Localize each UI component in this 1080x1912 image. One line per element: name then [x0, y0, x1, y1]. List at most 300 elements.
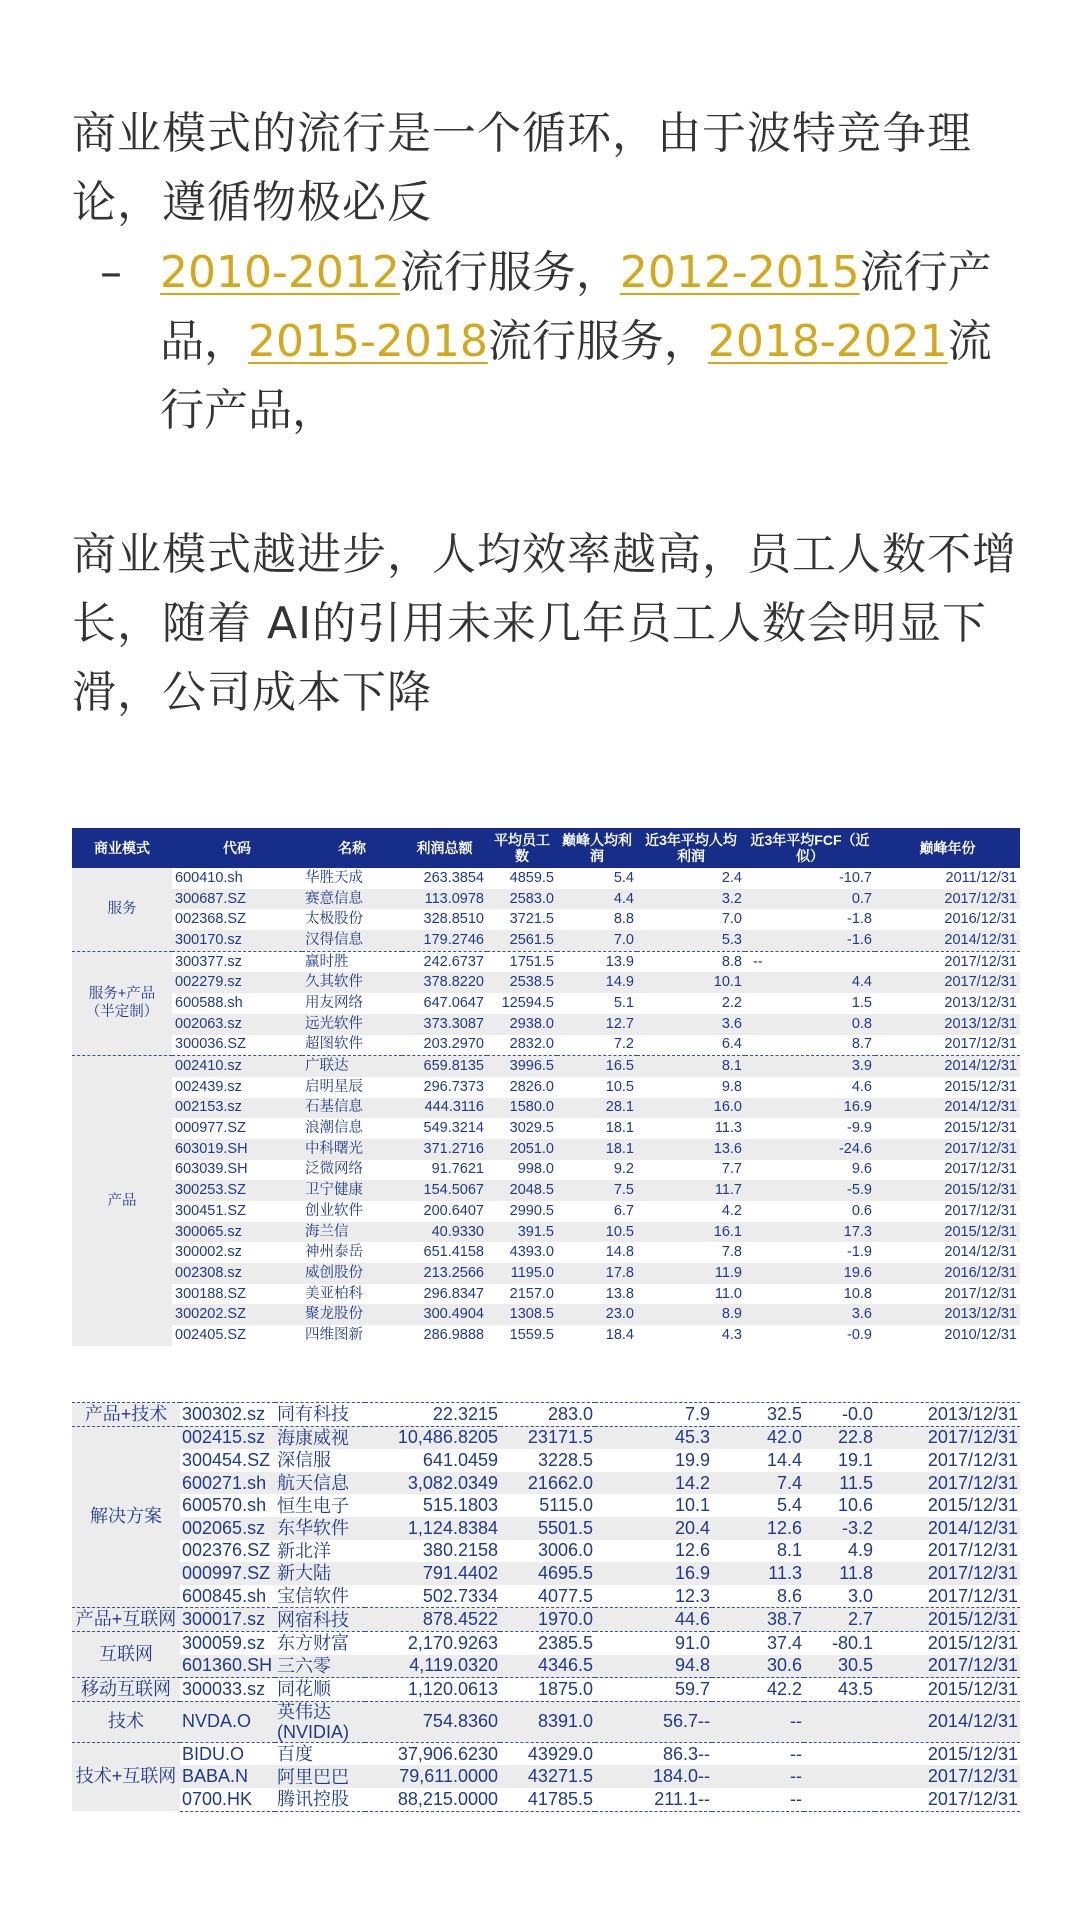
table-cell: 5.3 — [637, 930, 745, 951]
table-cell: 23.0 — [557, 1304, 637, 1325]
table-cell: 30.5 — [804, 1655, 875, 1678]
table-cell: 2017/12/31 — [944, 1202, 1017, 1219]
table-cell: 88,215.0000 — [365, 1788, 500, 1811]
table-cell: 2017/12/31 — [875, 1655, 1020, 1678]
table-cell: 603019.SH — [172, 1139, 302, 1160]
table-cell: 11.8 — [804, 1562, 875, 1585]
table-cell: -- — [745, 951, 875, 972]
table-row — [72, 1494, 1020, 1517]
column-header: 巅峰人均利润 — [557, 828, 637, 868]
table-row — [72, 868, 1020, 889]
table-cell: 3.9 — [745, 1056, 875, 1077]
table-cell: 2017/12/31 — [875, 889, 1020, 910]
table-cell: -80.1 — [804, 1631, 875, 1654]
table-row — [72, 1449, 1020, 1472]
year-range-link[interactable]: 2012-2015 — [619, 247, 860, 298]
business-model-table-continued — [72, 1402, 1020, 1812]
table-cell: 502.7334 — [422, 1585, 498, 1606]
table-cell: 2014/12/31 — [875, 1056, 1020, 1077]
table-cell: 16.5 — [557, 1056, 637, 1077]
table-cell: 43929.0 — [500, 1742, 595, 1765]
table-cell: 聚龙股份 — [302, 1304, 402, 1325]
table-cell: 7.4 — [712, 1472, 804, 1495]
table-cell: 启明星辰 — [305, 1078, 363, 1095]
table-cell: 300065.sz — [172, 1222, 302, 1243]
column-header: 近3年平均人均利润 — [637, 828, 745, 868]
table-cell: 56.7-- — [595, 1701, 712, 1742]
table-cell: 184.0-- — [595, 1765, 712, 1788]
table-cell: 14.2 — [595, 1472, 712, 1495]
table-cell: 3996.5 — [487, 1056, 557, 1077]
table-cell: 2017/12/31 — [927, 1585, 1018, 1606]
year-range-link[interactable]: 2018-2021 — [707, 316, 948, 367]
table-cell: 创业软件 — [305, 1202, 363, 1219]
table-cell: 2016/12/31 — [875, 1263, 1020, 1284]
table-cell: 0.6 — [851, 1202, 872, 1219]
table-cell: 37,906.6230 — [365, 1742, 500, 1765]
bullet-text: 流行产品， — [160, 316, 992, 436]
table-cell: 7.0 — [557, 930, 637, 951]
table-row — [72, 1160, 1020, 1181]
bullet-text: 流行服务， — [487, 316, 708, 367]
table-cell: 8391.0 — [500, 1701, 595, 1742]
table-cell: 41785.5 — [500, 1788, 595, 1811]
table-cell: 2,170.9263 — [365, 1631, 500, 1654]
table-cell: 002376.SZ — [182, 1540, 271, 1561]
table-cell: 515.1803 — [422, 1495, 498, 1516]
table-cell: 1308.5 — [487, 1304, 557, 1325]
table-cell: 新大陆 — [275, 1562, 365, 1585]
table-row — [72, 1701, 1020, 1742]
table-cell: 38.7 — [712, 1608, 804, 1632]
category-cell: 产品 — [72, 1056, 172, 1346]
column-header: 平均员工数 — [487, 828, 557, 868]
table-cell: 300377.sz — [172, 951, 302, 972]
table-cell: -1.6 — [745, 930, 875, 951]
table-cell: 神州泰岳 — [305, 1244, 363, 1261]
table-cell: 300202.SZ — [172, 1304, 302, 1325]
table-cell: 5.4 — [776, 1495, 802, 1516]
table-cell: 14.9 — [557, 972, 637, 993]
table-cell: 2015/12/31 — [875, 1742, 1020, 1765]
table-cell: 4.4 — [557, 889, 637, 910]
table-cell: -0.0 — [804, 1403, 875, 1427]
table-row — [72, 1403, 1020, 1427]
table-cell: 13.9 — [557, 951, 637, 972]
table-cell: 16.1 — [637, 1222, 745, 1243]
table-cell: 2013/12/31 — [944, 994, 1017, 1011]
table-cell: 371.2716 — [402, 1139, 487, 1160]
table-cell: 8.6 — [776, 1585, 802, 1606]
table-cell: -- — [712, 1742, 804, 1765]
table-cell: 30.6 — [712, 1655, 804, 1678]
table-cell: 11.7 — [637, 1180, 745, 1201]
table-cell: 2538.5 — [487, 972, 557, 993]
category-cell: 服务 — [72, 868, 172, 951]
table-cell: 2.2 — [721, 994, 742, 1011]
table-row — [72, 1788, 1020, 1811]
table-cell: 2013/12/31 — [875, 1304, 1020, 1325]
table-cell: 43.5 — [804, 1678, 875, 1702]
table-cell: 2.4 — [721, 869, 742, 886]
table-cell: 汉得信息 — [302, 930, 402, 951]
table-cell: 威创股份 — [302, 1263, 402, 1284]
table-cell: 5.1 — [613, 994, 634, 1011]
table-cell — [804, 1765, 875, 1788]
table-cell: 2.7 — [804, 1608, 875, 1632]
table-cell: 16.0 — [637, 1098, 745, 1119]
table-cell: 002439.sz — [175, 1078, 242, 1095]
table-cell: -5.9 — [745, 1180, 875, 1201]
table-cell: 43271.5 — [500, 1765, 595, 1788]
table-cell: 2014/12/31 — [875, 930, 1020, 951]
table-cell: 296.7373 — [423, 1078, 484, 1095]
table-cell: 211.1-- — [595, 1788, 712, 1811]
table-cell: 300033.sz — [180, 1678, 275, 1702]
table-cell: 300302.sz — [180, 1403, 275, 1427]
table-cell: 2017/12/31 — [944, 1036, 1017, 1053]
category-cell: 解决方案 — [72, 1426, 180, 1608]
table-cell: 2017/12/31 — [944, 1285, 1017, 1302]
table-cell: 000977.SZ — [175, 1120, 246, 1137]
table-row — [72, 1472, 1020, 1495]
category-cell: 服务+产品（半定制） — [72, 951, 172, 1055]
table-cell: 600570.sh — [182, 1495, 267, 1516]
table-cell: 641.0459 — [422, 1449, 498, 1470]
table-cell: 8.1 — [637, 1056, 745, 1077]
table-row — [72, 1284, 1020, 1305]
table-row — [72, 1562, 1020, 1585]
table-cell: 444.3116 — [402, 1098, 487, 1119]
table-cell: 2017/12/31 — [927, 1449, 1018, 1470]
table-cell: 300170.sz — [172, 930, 302, 951]
table-cell: 2014/12/31 — [875, 1701, 1020, 1742]
table-cell: 1580.0 — [487, 1098, 557, 1119]
table-cell: 328.8510 — [423, 911, 484, 928]
table-cell: -0.9 — [847, 1326, 872, 1343]
table-cell: 10,486.8205 — [365, 1426, 500, 1449]
table-cell: 三六零 — [275, 1655, 365, 1678]
table-cell: 242.6737 — [402, 951, 487, 972]
table-row — [72, 1201, 1020, 1222]
table-row — [72, 909, 1020, 930]
table-cell: 300002.sz — [175, 1244, 242, 1261]
table-cell: 14.4 — [766, 1449, 802, 1470]
table-cell: 8.8 — [637, 951, 745, 972]
table-cell: 4.9 — [847, 1540, 873, 1561]
table-row — [72, 993, 1020, 1014]
table-cell: 1559.5 — [509, 1326, 554, 1343]
category-cell: 技术 — [72, 1701, 180, 1742]
table-cell: 603039.SH — [175, 1161, 248, 1178]
column-header: 名称 — [302, 828, 402, 868]
table-cell: 2014/12/31 — [944, 1244, 1017, 1261]
table-cell: 11.9 — [637, 1263, 745, 1284]
table-cell: 4.3 — [721, 1326, 742, 1343]
table-cell: 中科曙光 — [302, 1139, 402, 1160]
table-cell: 2016/12/31 — [944, 911, 1017, 928]
table-cell: 002153.sz — [172, 1098, 302, 1119]
table-cell: 11.5 — [804, 1472, 875, 1495]
table-cell: 23171.5 — [500, 1426, 595, 1449]
table-cell: 10.5 — [557, 1222, 637, 1243]
table-cell: 9.8 — [721, 1078, 742, 1095]
table-cell: 000997.SZ — [180, 1562, 275, 1585]
table-cell: 1,124.8384 — [365, 1517, 500, 1540]
table-cell: 2561.5 — [487, 930, 557, 951]
table-cell: 东方财富 — [275, 1631, 365, 1654]
table-cell: 300454.SZ — [182, 1449, 271, 1470]
table-cell: 300253.SZ — [172, 1180, 302, 1201]
table-cell: 4.2 — [721, 1202, 742, 1219]
table-cell: 11.3 — [712, 1562, 804, 1585]
table-row — [72, 1325, 1020, 1346]
table-cell: 17.8 — [557, 1263, 637, 1284]
table-cell: 113.0978 — [402, 889, 487, 910]
table-row — [72, 1118, 1020, 1139]
table-cell: 300687.SZ — [172, 889, 302, 910]
table-row — [72, 1098, 1020, 1119]
table-cell: 179.2746 — [402, 930, 487, 951]
table-cell: 002308.sz — [172, 1263, 302, 1284]
table-cell: 4859.5 — [509, 869, 554, 886]
table-cell: 2013/12/31 — [875, 1403, 1020, 1427]
table-cell: 3228.5 — [537, 1449, 593, 1470]
table-cell — [804, 1742, 875, 1765]
table-cell: 1751.5 — [487, 951, 557, 972]
table-cell: 阿里巴巴 — [275, 1765, 365, 1788]
table-row — [72, 972, 1020, 993]
table-cell: 2015/12/31 — [875, 1180, 1020, 1201]
table-row — [72, 1180, 1020, 1201]
table-cell: 16.9 — [595, 1562, 712, 1585]
table-cell: 1970.0 — [500, 1608, 595, 1632]
table-cell: 5501.5 — [500, 1517, 595, 1540]
table-cell: 1.5 — [851, 994, 872, 1011]
table-cell: 8.9 — [637, 1304, 745, 1325]
table-cell: 10.5 — [605, 1078, 634, 1095]
table-cell: 19.1 — [837, 1449, 873, 1470]
category-cell: 移动互联网 — [72, 1678, 180, 1702]
table-cell: -10.7 — [838, 869, 872, 886]
table-cell: 新北洋 — [277, 1540, 331, 1561]
table-cell: 002279.sz — [172, 972, 302, 993]
table-cell: 2014/12/31 — [875, 1517, 1020, 1540]
table-cell: 10.1 — [637, 972, 745, 993]
table-cell: 549.3214 — [423, 1120, 484, 1137]
table-cell: 2938.0 — [487, 1014, 557, 1035]
table-cell: 石基信息 — [302, 1098, 402, 1119]
year-range-link[interactable]: 2010-2012 — [160, 247, 400, 298]
table-cell: 659.8135 — [402, 1056, 487, 1077]
table-row — [72, 1426, 1020, 1449]
table-cell: 东华软件 — [275, 1517, 365, 1540]
category-cell: 互联网 — [72, 1631, 180, 1677]
table-cell: -3.2 — [804, 1517, 875, 1540]
table-cell: 2015/12/31 — [927, 1495, 1018, 1516]
table-cell: 2013/12/31 — [875, 1014, 1020, 1035]
table-row — [72, 1139, 1020, 1160]
table-cell: 恒生电子 — [277, 1495, 349, 1516]
table-cell: 42.2 — [712, 1678, 804, 1702]
table-cell: 10.8 — [843, 1285, 872, 1302]
table-cell: 3721.5 — [509, 911, 554, 928]
table-cell: 998.0 — [517, 1161, 554, 1178]
table-cell: 宝信软件 — [277, 1586, 349, 1607]
table-row — [72, 1678, 1020, 1702]
table-cell: 2385.5 — [500, 1631, 595, 1654]
table-cell: 263.3854 — [423, 869, 484, 886]
table-cell: 4393.0 — [509, 1244, 554, 1261]
table-cell: 002065.sz — [180, 1517, 275, 1540]
table-cell: 泛微网络 — [305, 1161, 363, 1178]
table-cell: 373.3087 — [402, 1014, 487, 1035]
column-header: 近3年平均FCF（近似） — [745, 828, 875, 868]
table-cell: 2990.5 — [509, 1202, 554, 1219]
table-cell: 200.6407 — [423, 1202, 484, 1219]
table-cell: 2017/12/31 — [875, 1765, 1020, 1788]
column-header: 巅峰年份 — [875, 828, 1020, 868]
table-cell: 754.8360 — [365, 1701, 500, 1742]
table-row — [72, 1608, 1020, 1632]
category-cell: 产品+技术 — [72, 1403, 180, 1427]
table-cell: 2051.0 — [487, 1139, 557, 1160]
table-row — [72, 1035, 1020, 1056]
table-cell: 2017/12/31 — [875, 1562, 1020, 1585]
table-cell: 12.7 — [557, 1014, 637, 1035]
table-cell: 300017.sz — [180, 1608, 275, 1632]
table-cell: 华胜天成 — [305, 869, 363, 886]
column-header: 利润总额 — [402, 828, 487, 868]
table-cell: 286.9888 — [423, 1326, 484, 1343]
bullet-text: 流行产品， — [160, 247, 992, 367]
table-cell: 296.8347 — [423, 1285, 484, 1302]
table-cell: 300188.SZ — [175, 1285, 246, 1302]
table-cell: -1.8 — [847, 911, 872, 928]
table-cell: 0.7 — [745, 889, 875, 910]
table-cell: 7.8 — [721, 1244, 742, 1261]
bullet-text: 流行服务， — [399, 247, 620, 298]
table-cell: 深信服 — [277, 1450, 331, 1471]
table-cell: 14.8 — [605, 1244, 634, 1261]
table-cell: 2048.5 — [487, 1180, 557, 1201]
table-cell: 45.3 — [595, 1426, 712, 1449]
table-cell: BIDU.O — [180, 1742, 275, 1765]
table-cell: 8.1 — [776, 1540, 802, 1561]
table-cell: 4,119.0320 — [365, 1655, 500, 1678]
table-cell: 378.8220 — [402, 972, 487, 993]
table-cell: BABA.N — [180, 1765, 275, 1788]
table-cell: 卫宁健康 — [302, 1180, 402, 1201]
table-cell: 79,611.0000 — [365, 1765, 500, 1788]
table-cell: 647.0647 — [423, 994, 484, 1011]
table-cell: 91.0 — [595, 1631, 712, 1654]
table-cell: 0700.HK — [180, 1788, 275, 1811]
table-row — [72, 1263, 1020, 1284]
table-cell: 7.9 — [595, 1403, 712, 1427]
category-cell: 技术+互联网 — [72, 1742, 180, 1811]
table-cell: 10.6 — [837, 1495, 873, 1516]
table-cell: 91.7621 — [431, 1161, 484, 1178]
table-cell: -9.9 — [847, 1120, 872, 1137]
table-cell: 2017/12/31 — [875, 972, 1020, 993]
table-cell: -- — [712, 1765, 804, 1788]
efficiency-paragraph: 商业模式越进步，人均效率越高，员工人数不增长，随着 AI的引用未来几年员工人数会明显下滑，公司成本下降 — [72, 529, 1017, 718]
table-cell: 154.5067 — [402, 1180, 487, 1201]
table-cell: 2015/12/31 — [944, 1120, 1017, 1137]
table-cell: 37.4 — [712, 1631, 804, 1654]
table-cell: 海兰信 — [302, 1222, 402, 1243]
table-cell: 13.8 — [605, 1285, 634, 1302]
table-cell: 18.4 — [605, 1326, 634, 1343]
table-cell: 12.6 — [674, 1540, 710, 1561]
table-cell: 12.3 — [674, 1585, 710, 1606]
table-cell: 5115.0 — [539, 1495, 593, 1516]
column-header: 代码 — [172, 828, 302, 868]
table-cell: 13.6 — [637, 1139, 745, 1160]
table-cell: 600845.sh — [182, 1585, 267, 1606]
bullet-body — [160, 238, 1020, 445]
table-cell: 2010/12/31 — [944, 1326, 1017, 1343]
table-cell: 86.3-- — [595, 1742, 712, 1765]
table-row — [72, 1585, 1020, 1608]
table-row — [72, 1655, 1020, 1678]
table-cell: 3006.0 — [537, 1540, 593, 1561]
table-cell: 同有科技 — [275, 1403, 365, 1427]
table-cell: 海康威视 — [275, 1426, 365, 1449]
table-cell: 42.0 — [712, 1426, 804, 1449]
table-cell: 2015/12/31 — [875, 1608, 1020, 1632]
table-cell: 791.4402 — [365, 1562, 500, 1585]
table-cell — [804, 1788, 875, 1811]
table-cell: 8.8 — [613, 911, 634, 928]
table-cell: 002415.sz — [180, 1426, 275, 1449]
table-cell: 4695.5 — [500, 1562, 595, 1585]
table-cell: 1195.0 — [487, 1263, 557, 1284]
table-cell: 3.6 — [745, 1304, 875, 1325]
table-cell: 5.4 — [613, 869, 634, 886]
table-cell: 21662.0 — [500, 1472, 595, 1495]
table-cell: 同花顺 — [275, 1678, 365, 1702]
table-cell: 12.6 — [712, 1517, 804, 1540]
table-cell: 002063.sz — [172, 1014, 302, 1035]
table-cell: 网宿科技 — [275, 1608, 365, 1632]
table-cell: 2017/12/31 — [875, 1426, 1020, 1449]
table-cell: 0.8 — [745, 1014, 875, 1035]
table-cell: 2015/12/31 — [875, 1222, 1020, 1243]
table-cell: 300451.SZ — [175, 1202, 246, 1219]
table-cell: 2826.0 — [509, 1078, 554, 1095]
table-cell: 2017/12/31 — [875, 1139, 1020, 1160]
table-cell: 2017/12/31 — [944, 1161, 1017, 1178]
table-cell: 44.6 — [595, 1608, 712, 1632]
table-cell: 19.6 — [745, 1263, 875, 1284]
table-cell: 002410.sz — [172, 1056, 302, 1077]
table-cell: 2015/12/31 — [875, 1678, 1020, 1702]
table-cell: 9.2 — [613, 1161, 634, 1178]
table-cell: 18.1 — [605, 1120, 634, 1137]
table-row — [72, 1765, 1020, 1788]
year-range-link[interactable]: 2015-2018 — [248, 316, 488, 367]
table-cell: 1,120.0613 — [365, 1678, 500, 1702]
table-cell: 2011/12/31 — [945, 869, 1017, 886]
table-cell: 7.5 — [557, 1180, 637, 1201]
table-cell: 1875.0 — [500, 1678, 595, 1702]
table-cell: 2015/12/31 — [944, 1078, 1017, 1095]
table-cell: 300059.sz — [180, 1631, 275, 1654]
table-cell: 4346.5 — [500, 1655, 595, 1678]
intro-paragraph: 商业模式的流行是一个循环，由于波特竞争理论，遵循物极必反 — [72, 108, 972, 228]
